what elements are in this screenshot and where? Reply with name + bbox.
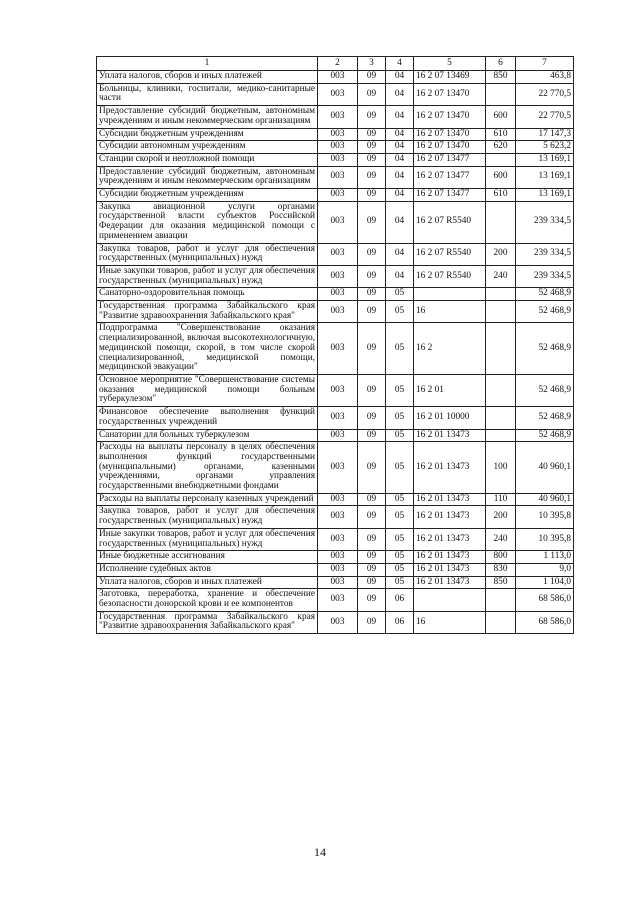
row-name-cell: Субсидии автономным учреждениям — [97, 141, 318, 154]
row-amount-cell: 52 468,9 — [516, 323, 574, 375]
row-target-article-cell: 16 — [414, 611, 486, 633]
row-name-cell: Финансовое обеспечение выполнения функций государственных учреждений — [97, 407, 318, 429]
table-row — [97, 83, 574, 105]
row-target-article-cell: 16 2 07 13477 — [414, 153, 486, 166]
row-section-cell: 09 — [358, 551, 386, 564]
row-amount-cell: 40 960,1 — [516, 493, 574, 506]
table-row — [97, 243, 574, 265]
table-row — [97, 407, 574, 429]
row-name-cell: Уплата налогов, сборов и иных платежей — [97, 576, 318, 589]
row-section-cell: 09 — [358, 493, 386, 506]
table-body — [97, 57, 574, 634]
row-name-cell: Исполнение судебных актов — [97, 563, 318, 576]
row-section-cell: 09 — [358, 576, 386, 589]
row-ministry-code-cell: 003 — [318, 201, 358, 243]
row-name-cell: Уплата налогов, сборов и иных платежей — [97, 71, 318, 84]
table-row — [97, 71, 574, 84]
row-target-article-cell: 16 2 01 13473 — [414, 442, 486, 494]
row-expense-type-cell — [486, 153, 516, 166]
row-ministry-code-cell: 003 — [318, 374, 358, 406]
row-expense-type-cell: 850 — [486, 71, 516, 84]
header-col-4: 4 — [386, 57, 414, 71]
table-row — [97, 493, 574, 506]
row-target-article-cell — [414, 288, 486, 301]
row-subsection-cell: 05 — [386, 551, 414, 564]
table-row — [97, 166, 574, 188]
row-subsection-cell: 05 — [386, 301, 414, 323]
row-section-cell: 09 — [358, 265, 386, 287]
row-subsection-cell: 05 — [386, 429, 414, 442]
row-name-cell: Субсидии бюджетным учреждениям — [97, 128, 318, 141]
row-subsection-cell: 04 — [386, 106, 414, 128]
table-row — [97, 201, 574, 243]
row-subsection-cell: 04 — [386, 71, 414, 84]
row-expense-type-cell: 620 — [486, 141, 516, 154]
row-target-article-cell: 16 2 01 13473 — [414, 563, 486, 576]
row-target-article-cell: 16 2 07 13470 — [414, 141, 486, 154]
row-target-article-cell: 16 2 01 13473 — [414, 506, 486, 528]
row-target-article-cell: 16 2 — [414, 323, 486, 375]
row-target-article-cell: 16 2 01 13473 — [414, 493, 486, 506]
row-amount-cell: 17 147,3 — [516, 128, 574, 141]
row-expense-type-cell — [486, 83, 516, 105]
table-row — [97, 506, 574, 528]
row-amount-cell: 10 395,8 — [516, 528, 574, 550]
row-amount-cell: 9,0 — [516, 563, 574, 576]
row-ministry-code-cell: 003 — [318, 189, 358, 202]
row-name-cell: Расходы на выплаты персоналу в целях обеспечения выполнения функций государственными (муниципальными) органами, казенными учреждениями, органами управления государственными внебюджетными фондами — [97, 442, 318, 494]
row-target-article-cell: 16 2 07 R5540 — [414, 243, 486, 265]
row-subsection-cell: 05 — [386, 374, 414, 406]
row-amount-cell: 463,8 — [516, 71, 574, 84]
row-ministry-code-cell: 003 — [318, 493, 358, 506]
header-col-1: 1 — [97, 57, 318, 71]
row-section-cell: 09 — [358, 429, 386, 442]
row-subsection-cell: 04 — [386, 189, 414, 202]
table-row — [97, 563, 574, 576]
row-amount-cell: 22 770,5 — [516, 106, 574, 128]
row-expense-type-cell: 830 — [486, 563, 516, 576]
row-expense-type-cell: 800 — [486, 551, 516, 564]
table-row — [97, 189, 574, 202]
row-name-cell: Санатории для больных туберкулезом — [97, 429, 318, 442]
row-expense-type-cell — [486, 407, 516, 429]
row-section-cell: 09 — [358, 153, 386, 166]
row-section-cell: 09 — [358, 611, 386, 633]
table-row — [97, 301, 574, 323]
header-col-3: 3 — [358, 57, 386, 71]
row-subsection-cell: 04 — [386, 201, 414, 243]
table-row — [97, 153, 574, 166]
row-expense-type-cell — [486, 374, 516, 406]
page-number: 14 — [314, 845, 326, 859]
row-expense-type-cell: 200 — [486, 243, 516, 265]
budget-table-container — [96, 56, 573, 634]
header-col-6: 6 — [486, 57, 516, 71]
row-section-cell: 09 — [358, 563, 386, 576]
row-expense-type-cell: 610 — [486, 189, 516, 202]
row-amount-cell: 22 770,5 — [516, 83, 574, 105]
row-name-cell: Государственная программа Забайкальского края "Развитие здравоохранения Забайкальского края" — [97, 301, 318, 323]
row-ministry-code-cell: 003 — [318, 71, 358, 84]
table-row — [97, 106, 574, 128]
row-target-article-cell: 16 2 01 13473 — [414, 429, 486, 442]
row-name-cell: Основное мероприятие "Совершенствование системы оказания медицинской помощи больным туберкулезом" — [97, 374, 318, 406]
row-name-cell: Закупка товаров, работ и услуг для обеспечения государственных (муниципальных) нужд — [97, 506, 318, 528]
table-row — [97, 576, 574, 589]
row-subsection-cell: 05 — [386, 288, 414, 301]
row-amount-cell: 68 586,0 — [516, 611, 574, 633]
table-row — [97, 265, 574, 287]
row-amount-cell: 52 468,9 — [516, 301, 574, 323]
table-row — [97, 611, 574, 633]
row-subsection-cell: 04 — [386, 128, 414, 141]
row-name-cell: Станции скорой и неотложной помощи — [97, 153, 318, 166]
row-amount-cell: 52 468,9 — [516, 288, 574, 301]
row-ministry-code-cell: 003 — [318, 611, 358, 633]
row-target-article-cell: 16 2 07 R5540 — [414, 265, 486, 287]
row-amount-cell: 5 623,2 — [516, 141, 574, 154]
row-ministry-code-cell: 003 — [318, 128, 358, 141]
row-subsection-cell: 05 — [386, 323, 414, 375]
row-expense-type-cell: 610 — [486, 128, 516, 141]
row-name-cell: Иные бюджетные ассигнования — [97, 551, 318, 564]
table-row — [97, 528, 574, 550]
row-target-article-cell: 16 2 07 R5540 — [414, 201, 486, 243]
row-target-article-cell: 16 2 07 13470 — [414, 128, 486, 141]
row-name-cell: Заготовка, переработка, хранение и обеспечение безопасности донорской крови и ее компонентов — [97, 589, 318, 611]
table-header-row — [97, 57, 574, 71]
row-section-cell: 09 — [358, 589, 386, 611]
row-amount-cell: 52 468,9 — [516, 429, 574, 442]
table-row — [97, 442, 574, 494]
row-section-cell: 09 — [358, 141, 386, 154]
row-target-article-cell: 16 2 07 13469 — [414, 71, 486, 84]
row-amount-cell: 13 169,1 — [516, 153, 574, 166]
row-ministry-code-cell: 003 — [318, 407, 358, 429]
row-target-article-cell: 16 2 01 13473 — [414, 528, 486, 550]
row-name-cell: Санаторно-оздоровительная помощь — [97, 288, 318, 301]
row-target-article-cell: 16 2 01 13473 — [414, 576, 486, 589]
row-subsection-cell: 05 — [386, 528, 414, 550]
row-name-cell: Расходы на выплаты персоналу казенных учреждений — [97, 493, 318, 506]
table-row — [97, 429, 574, 442]
row-section-cell: 09 — [358, 106, 386, 128]
row-ministry-code-cell: 003 — [318, 265, 358, 287]
row-target-article-cell: 16 2 01 — [414, 374, 486, 406]
row-name-cell: Иные закупки товаров, работ и услуг для обеспечения государственных (муниципальных) нужд — [97, 528, 318, 550]
row-ministry-code-cell: 003 — [318, 528, 358, 550]
row-expense-type-cell — [486, 589, 516, 611]
table-row — [97, 128, 574, 141]
row-ministry-code-cell: 003 — [318, 166, 358, 188]
row-target-article-cell: 16 2 07 13470 — [414, 83, 486, 105]
row-amount-cell: 52 468,9 — [516, 407, 574, 429]
table-row — [97, 589, 574, 611]
row-subsection-cell: 05 — [386, 576, 414, 589]
row-target-article-cell: 16 2 07 13470 — [414, 106, 486, 128]
row-expense-type-cell: 100 — [486, 442, 516, 494]
row-section-cell: 09 — [358, 288, 386, 301]
row-expense-type-cell — [486, 201, 516, 243]
row-section-cell: 09 — [358, 201, 386, 243]
row-expense-type-cell — [486, 323, 516, 375]
row-subsection-cell: 06 — [386, 611, 414, 633]
row-subsection-cell: 05 — [386, 493, 414, 506]
row-amount-cell: 13 169,1 — [516, 166, 574, 188]
row-subsection-cell: 06 — [386, 589, 414, 611]
row-subsection-cell: 04 — [386, 166, 414, 188]
row-ministry-code-cell: 003 — [318, 288, 358, 301]
row-amount-cell: 68 586,0 — [516, 589, 574, 611]
header-col-5: 5 — [414, 57, 486, 71]
row-subsection-cell: 05 — [386, 563, 414, 576]
row-subsection-cell: 04 — [386, 141, 414, 154]
table-row — [97, 551, 574, 564]
row-expense-type-cell: 240 — [486, 528, 516, 550]
row-amount-cell: 10 395,8 — [516, 506, 574, 528]
row-section-cell: 09 — [358, 166, 386, 188]
header-col-2: 2 — [318, 57, 358, 71]
row-target-article-cell: 16 2 07 13477 — [414, 166, 486, 188]
row-section-cell: 09 — [358, 301, 386, 323]
row-name-cell: Подпрограмма "Совершенствование оказания специализированной, включая высокотехнологичную, медицинской помощи, скорой, в том числе скорой специализированной, медицинской помощи, медицинской эвакуации" — [97, 323, 318, 375]
row-section-cell: 09 — [358, 71, 386, 84]
row-expense-type-cell: 240 — [486, 265, 516, 287]
row-section-cell: 09 — [358, 323, 386, 375]
row-subsection-cell: 04 — [386, 265, 414, 287]
row-amount-cell: 239 334,5 — [516, 201, 574, 243]
table-row — [97, 288, 574, 301]
row-amount-cell: 52 468,9 — [516, 374, 574, 406]
row-amount-cell: 13 169,1 — [516, 189, 574, 202]
row-target-article-cell: 16 2 01 13473 — [414, 551, 486, 564]
row-name-cell: Субсидии бюджетным учреждениям — [97, 189, 318, 202]
row-target-article-cell: 16 2 07 13477 — [414, 189, 486, 202]
row-section-cell: 09 — [358, 128, 386, 141]
row-name-cell: Государственная программа Забайкальского края "Развитие здравоохранения Забайкальского края" — [97, 611, 318, 633]
row-ministry-code-cell: 003 — [318, 442, 358, 494]
budget-table — [96, 56, 574, 634]
row-subsection-cell: 04 — [386, 153, 414, 166]
row-section-cell: 09 — [358, 243, 386, 265]
header-col-7: 7 — [516, 57, 574, 71]
row-expense-type-cell — [486, 429, 516, 442]
row-section-cell: 09 — [358, 528, 386, 550]
row-amount-cell: 40 960,1 — [516, 442, 574, 494]
table-row — [97, 374, 574, 406]
row-name-cell: Иные закупки товаров, работ и услуг для обеспечения государственных (муниципальных) нужд — [97, 265, 318, 287]
row-amount-cell: 239 334,5 — [516, 265, 574, 287]
row-ministry-code-cell: 003 — [318, 106, 358, 128]
row-ministry-code-cell: 003 — [318, 563, 358, 576]
row-section-cell: 09 — [358, 189, 386, 202]
row-ministry-code-cell: 003 — [318, 153, 358, 166]
row-ministry-code-cell: 003 — [318, 83, 358, 105]
row-ministry-code-cell: 003 — [318, 301, 358, 323]
row-ministry-code-cell: 003 — [318, 141, 358, 154]
row-section-cell: 09 — [358, 442, 386, 494]
row-name-cell: Больницы, клиники, госпитали, медико-санитарные части — [97, 83, 318, 105]
row-expense-type-cell — [486, 288, 516, 301]
row-expense-type-cell: 850 — [486, 576, 516, 589]
row-section-cell: 09 — [358, 83, 386, 105]
row-name-cell: Закупка товаров, работ и услуг для обеспечения государственных (муниципальных) нужд — [97, 243, 318, 265]
row-amount-cell: 1 104,0 — [516, 576, 574, 589]
row-subsection-cell: 04 — [386, 83, 414, 105]
row-ministry-code-cell: 003 — [318, 429, 358, 442]
row-target-article-cell — [414, 589, 486, 611]
row-amount-cell: 1 113,0 — [516, 551, 574, 564]
row-name-cell: Закупка авиационной услуги органами государственной власти субъектов Российской Федерации для оказания медицинской помощи с применением авиации — [97, 201, 318, 243]
row-section-cell: 09 — [358, 506, 386, 528]
row-amount-cell: 239 334,5 — [516, 243, 574, 265]
row-subsection-cell: 04 — [386, 243, 414, 265]
row-expense-type-cell: 110 — [486, 493, 516, 506]
row-ministry-code-cell: 003 — [318, 589, 358, 611]
row-ministry-code-cell: 003 — [318, 243, 358, 265]
row-expense-type-cell: 200 — [486, 506, 516, 528]
row-expense-type-cell: 600 — [486, 106, 516, 128]
row-expense-type-cell — [486, 611, 516, 633]
row-subsection-cell: 05 — [386, 407, 414, 429]
row-target-article-cell: 16 2 01 10000 — [414, 407, 486, 429]
row-ministry-code-cell: 003 — [318, 576, 358, 589]
table-row — [97, 323, 574, 375]
row-ministry-code-cell: 003 — [318, 323, 358, 375]
row-section-cell: 09 — [358, 374, 386, 406]
row-section-cell: 09 — [358, 407, 386, 429]
table-row — [97, 141, 574, 154]
row-expense-type-cell — [486, 301, 516, 323]
row-subsection-cell: 05 — [386, 442, 414, 494]
row-target-article-cell: 16 — [414, 301, 486, 323]
row-expense-type-cell: 600 — [486, 166, 516, 188]
row-ministry-code-cell: 003 — [318, 551, 358, 564]
row-name-cell: Предоставление субсидий бюджетным, автономным учреждениям и иным некоммерческим организациям — [97, 166, 318, 188]
row-name-cell: Предоставление субсидий бюджетным, автономным учреждениям и иным некоммерческим организациям — [97, 106, 318, 128]
row-subsection-cell: 05 — [386, 506, 414, 528]
row-ministry-code-cell: 003 — [318, 506, 358, 528]
